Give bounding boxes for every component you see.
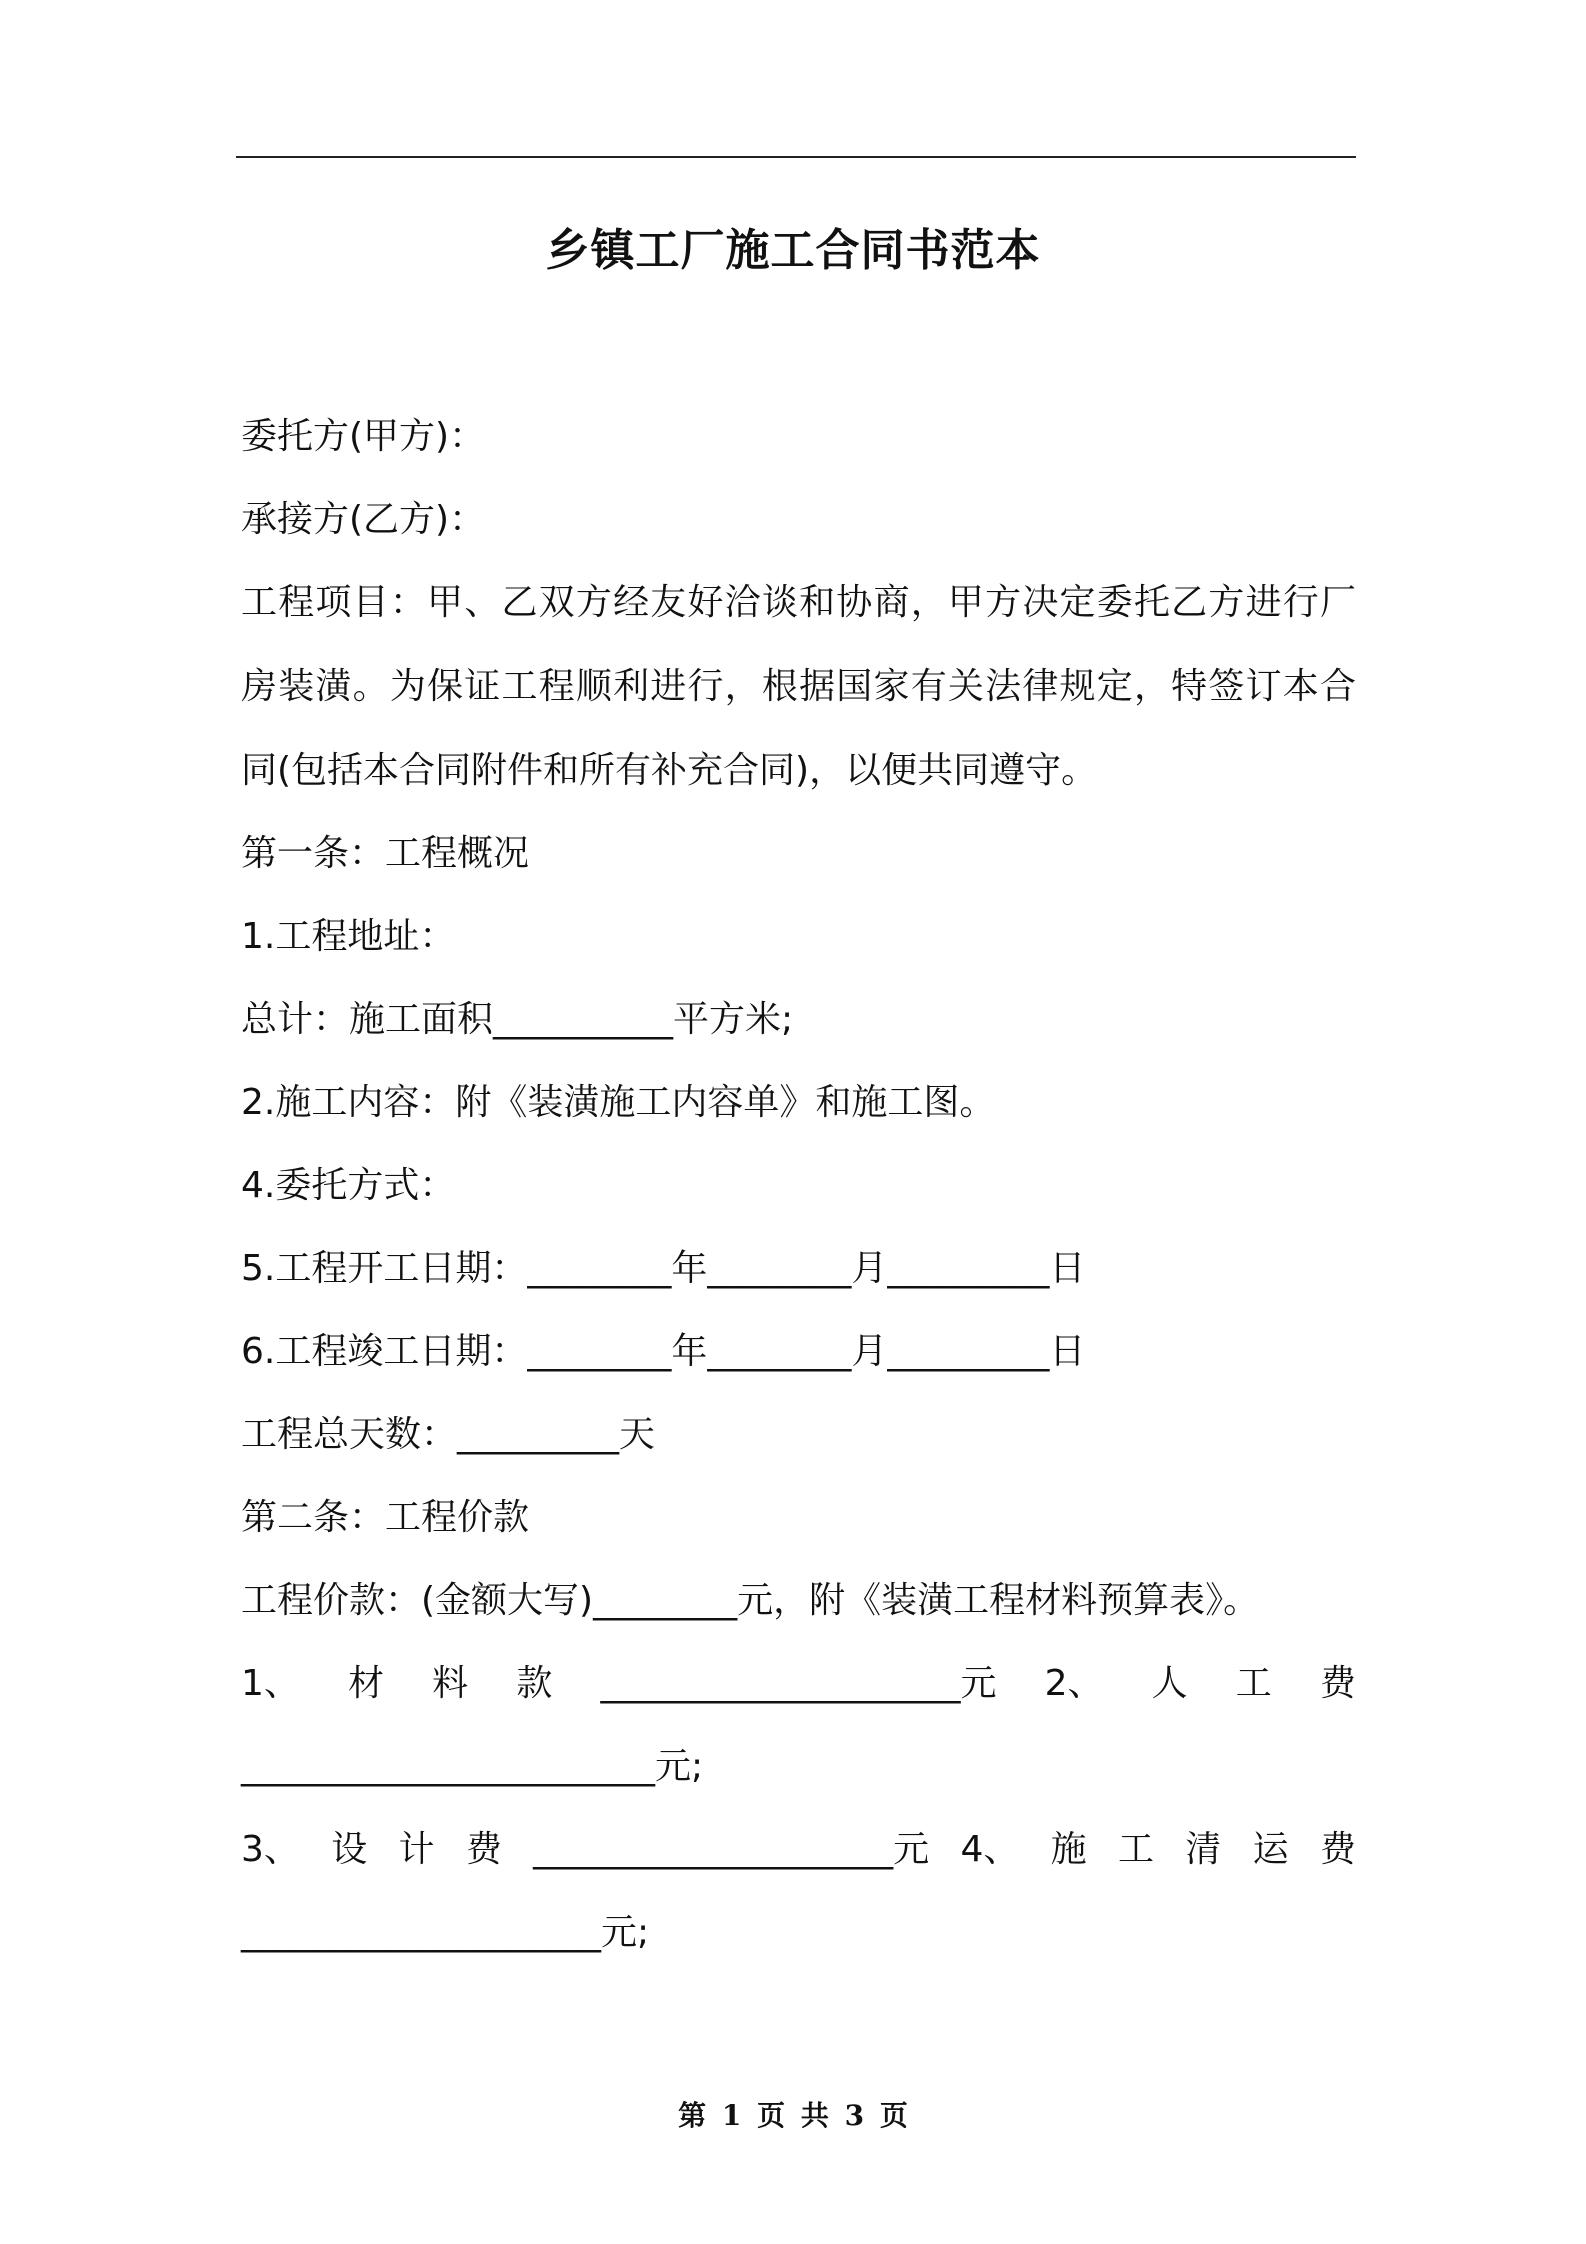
fee-token: 费	[1319, 1663, 1356, 1704]
header-rule	[236, 156, 1356, 158]
fee-token: 人	[1151, 1663, 1188, 1704]
fee-token: 计	[398, 1829, 435, 1870]
fee-token: 1、	[241, 1663, 300, 1704]
party-b-line: 承接方(乙方)：	[241, 499, 486, 540]
fees-row-1-continuation: _______________________元;	[241, 1746, 704, 1787]
commission-method-line: 4.委托方式：	[241, 1165, 456, 1206]
fee-token: 材	[348, 1663, 385, 1704]
construction-content-line: 2.施工内容：附《装潢施工内容单》和施工图。	[241, 1082, 996, 1123]
fees-row-2-continuation: ____________________元;	[241, 1912, 650, 1953]
project-paragraph: 工程项目：甲、乙双方经友好洽谈和协商，甲方决定委托乙方进行厂房装潢。为保证工程顺利进行，根据国家有关法律规定，特签订本合同(包括本合同附件和所有补充合同)，以便共同遵守。	[241, 582, 1356, 791]
fee-token: 费	[1319, 1829, 1356, 1870]
fee-token: 清	[1185, 1829, 1222, 1870]
fee-blank: ____________________元	[533, 1829, 930, 1870]
fee-token: 4、	[960, 1829, 1020, 1870]
fee-blank: ____________________元	[600, 1663, 997, 1704]
total-area-line: 总计：施工面积__________平方米;	[241, 999, 794, 1040]
fee-token: 施	[1050, 1829, 1087, 1870]
total-days-line: 工程总天数：_________天	[241, 1414, 656, 1455]
fee-token: 工	[1235, 1663, 1272, 1704]
fee-token: 设	[331, 1829, 368, 1870]
fee-token: 运	[1252, 1829, 1289, 1870]
fee-token: 料	[432, 1663, 469, 1704]
document-title: 乡镇工厂施工合同书范本	[545, 225, 1041, 276]
article-1-heading: 第一条：工程概况	[241, 833, 530, 874]
end-date-line: 6.工程竣工日期：________年________月_________日	[241, 1331, 1086, 1372]
fees-row-2	[241, 1825, 1356, 1875]
fee-token: 款	[516, 1663, 553, 1704]
fee-token: 2、	[1044, 1663, 1104, 1704]
project-address-line: 1.工程地址：	[241, 916, 456, 957]
fee-token: 3、	[241, 1829, 300, 1870]
price-line: 工程价款：(金额大写)________元，附《装潢工程材料预算表》。	[241, 1580, 1260, 1621]
fee-token: 工	[1117, 1829, 1154, 1870]
article-2-heading: 第二条：工程价款	[241, 1497, 530, 1538]
page-number: 第 1 页 共 3 页	[678, 2099, 908, 2132]
fee-token: 费	[465, 1829, 502, 1870]
start-date-line: 5.工程开工日期：________年________月_________日	[241, 1248, 1086, 1289]
party-a-line: 委托方(甲方)：	[241, 416, 486, 457]
fees-row-1	[241, 1659, 1356, 1709]
